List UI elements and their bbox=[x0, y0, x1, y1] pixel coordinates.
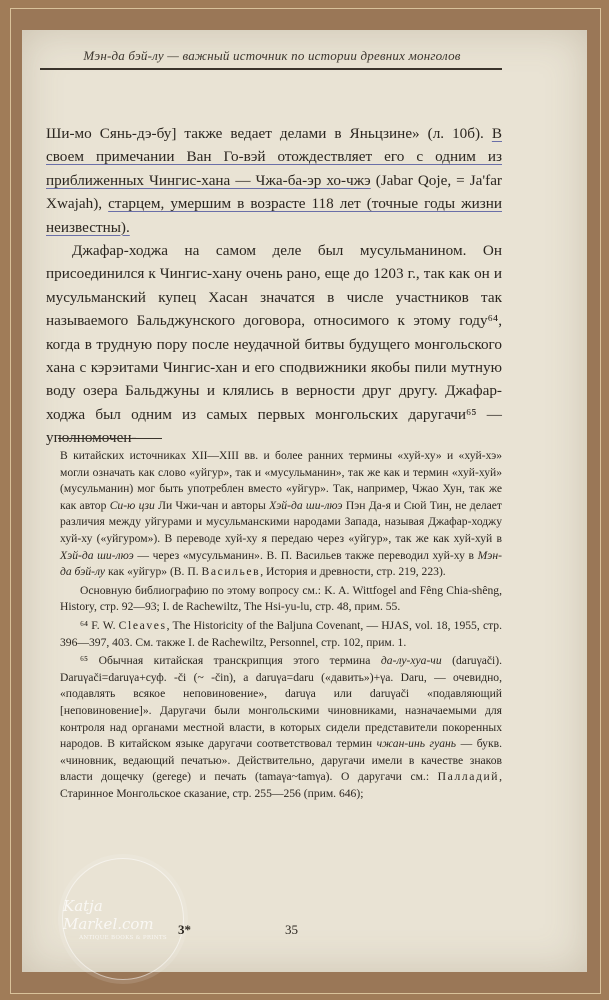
footnote-64-text: , The Historicity of the Baljuna Covenant, — HJAS, vol. 18, 1955, стр. 396—397, 403. См. также I. de Rachewiltz, Personnel, стр. 102, прим. 1. bbox=[60, 618, 502, 649]
italic-title: Хэй-да ши-люэ bbox=[60, 548, 134, 562]
italic-title: Си-ю цзи bbox=[109, 498, 155, 512]
running-head: Мэн-да бэй-лу — важный источник по истории древних монголов bbox=[83, 48, 461, 63]
footnotes bbox=[60, 448, 502, 804]
spaced-author-name: Палладий bbox=[437, 770, 500, 784]
footnote-63-text: как «уйгур» (В. П. bbox=[105, 565, 202, 579]
spaced-author-name: Васильев bbox=[201, 565, 261, 579]
footnote-65-text: Обычная китайская транскрипция этого термина bbox=[88, 654, 381, 668]
footnote-number: ⁶⁵ bbox=[80, 654, 89, 668]
footnote-63 bbox=[60, 448, 502, 581]
signature-mark: 3* bbox=[178, 922, 191, 937]
footnote-65-text: — букв. «чиновник, ведающий печатью». Действительно, даругачи имели в качестве знаков власти дощечку (gerege) и печать (tamaγa~tamγa). О даругачи см.: bbox=[60, 737, 502, 784]
footnote-63-text: , История и древности, стр. 219, 223). bbox=[260, 565, 446, 579]
running-head-rule bbox=[40, 68, 502, 70]
paragraph-1-part-c: (Jabar Qoje, = Ja'far Xwajah), bbox=[46, 171, 502, 213]
page-number: 35 bbox=[285, 922, 298, 937]
footnote-64-text: F. W. bbox=[88, 618, 119, 632]
footnote-rule bbox=[58, 438, 162, 439]
spaced-author-name: Cleaves bbox=[118, 618, 167, 632]
footnote-64 bbox=[60, 618, 502, 651]
watermark-seal bbox=[62, 858, 184, 980]
footnote-63-text: В китайских источниках XII—XIII вв. и более ранних термины «хуй-ху» и «хуй-хэ» могли означать как слово «уйгур», так и «мусульманин», так же как и термин «хуй-хуй» (мусульманин) мог быть употреблен вместо «уйгур». Так, например, Чжао Хун, так же как автор bbox=[60, 449, 502, 512]
footnote-number: ⁶⁴ bbox=[80, 618, 89, 632]
footnote-63-text: — через «мусульманин». В. П. Васильев также переводил хуй-ху в bbox=[133, 548, 478, 562]
italic-title: Мэн-да бэй-лу bbox=[60, 548, 503, 579]
footnote-63-bibliography: Основную библиографию по этому вопросу см.: K. A. Wittfogel and Fêng Chia-shêng, History, стр. 92—93; I. de Rachewiltz, The Hsi-yu-lu, стр. 48, прим. 55. bbox=[60, 583, 502, 614]
pen-underlined-text-2: старцем, умершим в возрасте 118 лет (точные годы жизни неизвестны). bbox=[46, 195, 502, 236]
italic-title: Хэй-да ши-люэ bbox=[269, 498, 343, 512]
footnote-65-text: (daruγači). Daruγači=daruγa+суф. -či (~ -čin), а daruγa=daru («давить»)+γa. Daru, — очевидно, «подавлять всякое неповиновение», daruγa или daruγači «подавляющий [неповиновение]». Даругачи были монгольскими чиновниками, назначаемыми для контроля над органами местной власти, в которых сидели представители покоренных народов. В китайском языке даругачи соответствовал термин bbox=[60, 654, 502, 751]
main-text bbox=[46, 122, 502, 450]
paragraph-1-part-a: Ши-мо Сянь-дэ-бу] также ведает делами в Яньцзине» (л. 10б). bbox=[46, 125, 492, 142]
watermark-brand: Katja Markel.com bbox=[63, 897, 154, 933]
footnote-63-text: Ли Чжи-чан и авторы bbox=[154, 498, 270, 512]
italic-term: чжан-инь гуань bbox=[376, 737, 457, 751]
footnote-65-text: , Старинное Монгольское сказание, стр. 255—256 (прим. 646); bbox=[60, 770, 502, 800]
footnote-65 bbox=[60, 653, 502, 802]
italic-term: да-лу-хуа-чи bbox=[380, 654, 442, 668]
footnote-63-text: Пэн Да-я и Сюй Тин, не делает различия между уйгурами и мусульманскими народами Запада, называя Джафар-ходжу хуй-ху («уйгуром»). В переводе хуй-ху я передаю через «уйгур», так же как хуй-хуй в bbox=[60, 498, 502, 545]
paragraph-2: Джафар-ходжа на самом деле был мусульманином. Он присоединился к Чингис-хану очень рано, еще до 1203 г., так как он и мусульманский купец Хасан значатся в числе участников так называемого Бальджунского договора, относимого к этому году⁶⁴, когда в трудную пору после неудачной битвы будущего монгольского хана с кэрэитами Чингис-хан и его сподвижники якобы пили мутную воду озера Бальджуны и клялись в верности друг другу. Джафар-ходжа был одним из самых первых монгольских даругачи⁶⁵ — уполномочен- bbox=[46, 242, 502, 447]
watermark-tagline: ANTIQUE BOOKS & PRINTS bbox=[79, 935, 167, 941]
paragraph-1 bbox=[46, 122, 502, 239]
pen-underlined-text-1: В своем примечании Ван Го-вэй отождествляет его с одним из приближенных Чингис-хана — Чжа-ба-эр хо-чжэ bbox=[46, 125, 502, 189]
